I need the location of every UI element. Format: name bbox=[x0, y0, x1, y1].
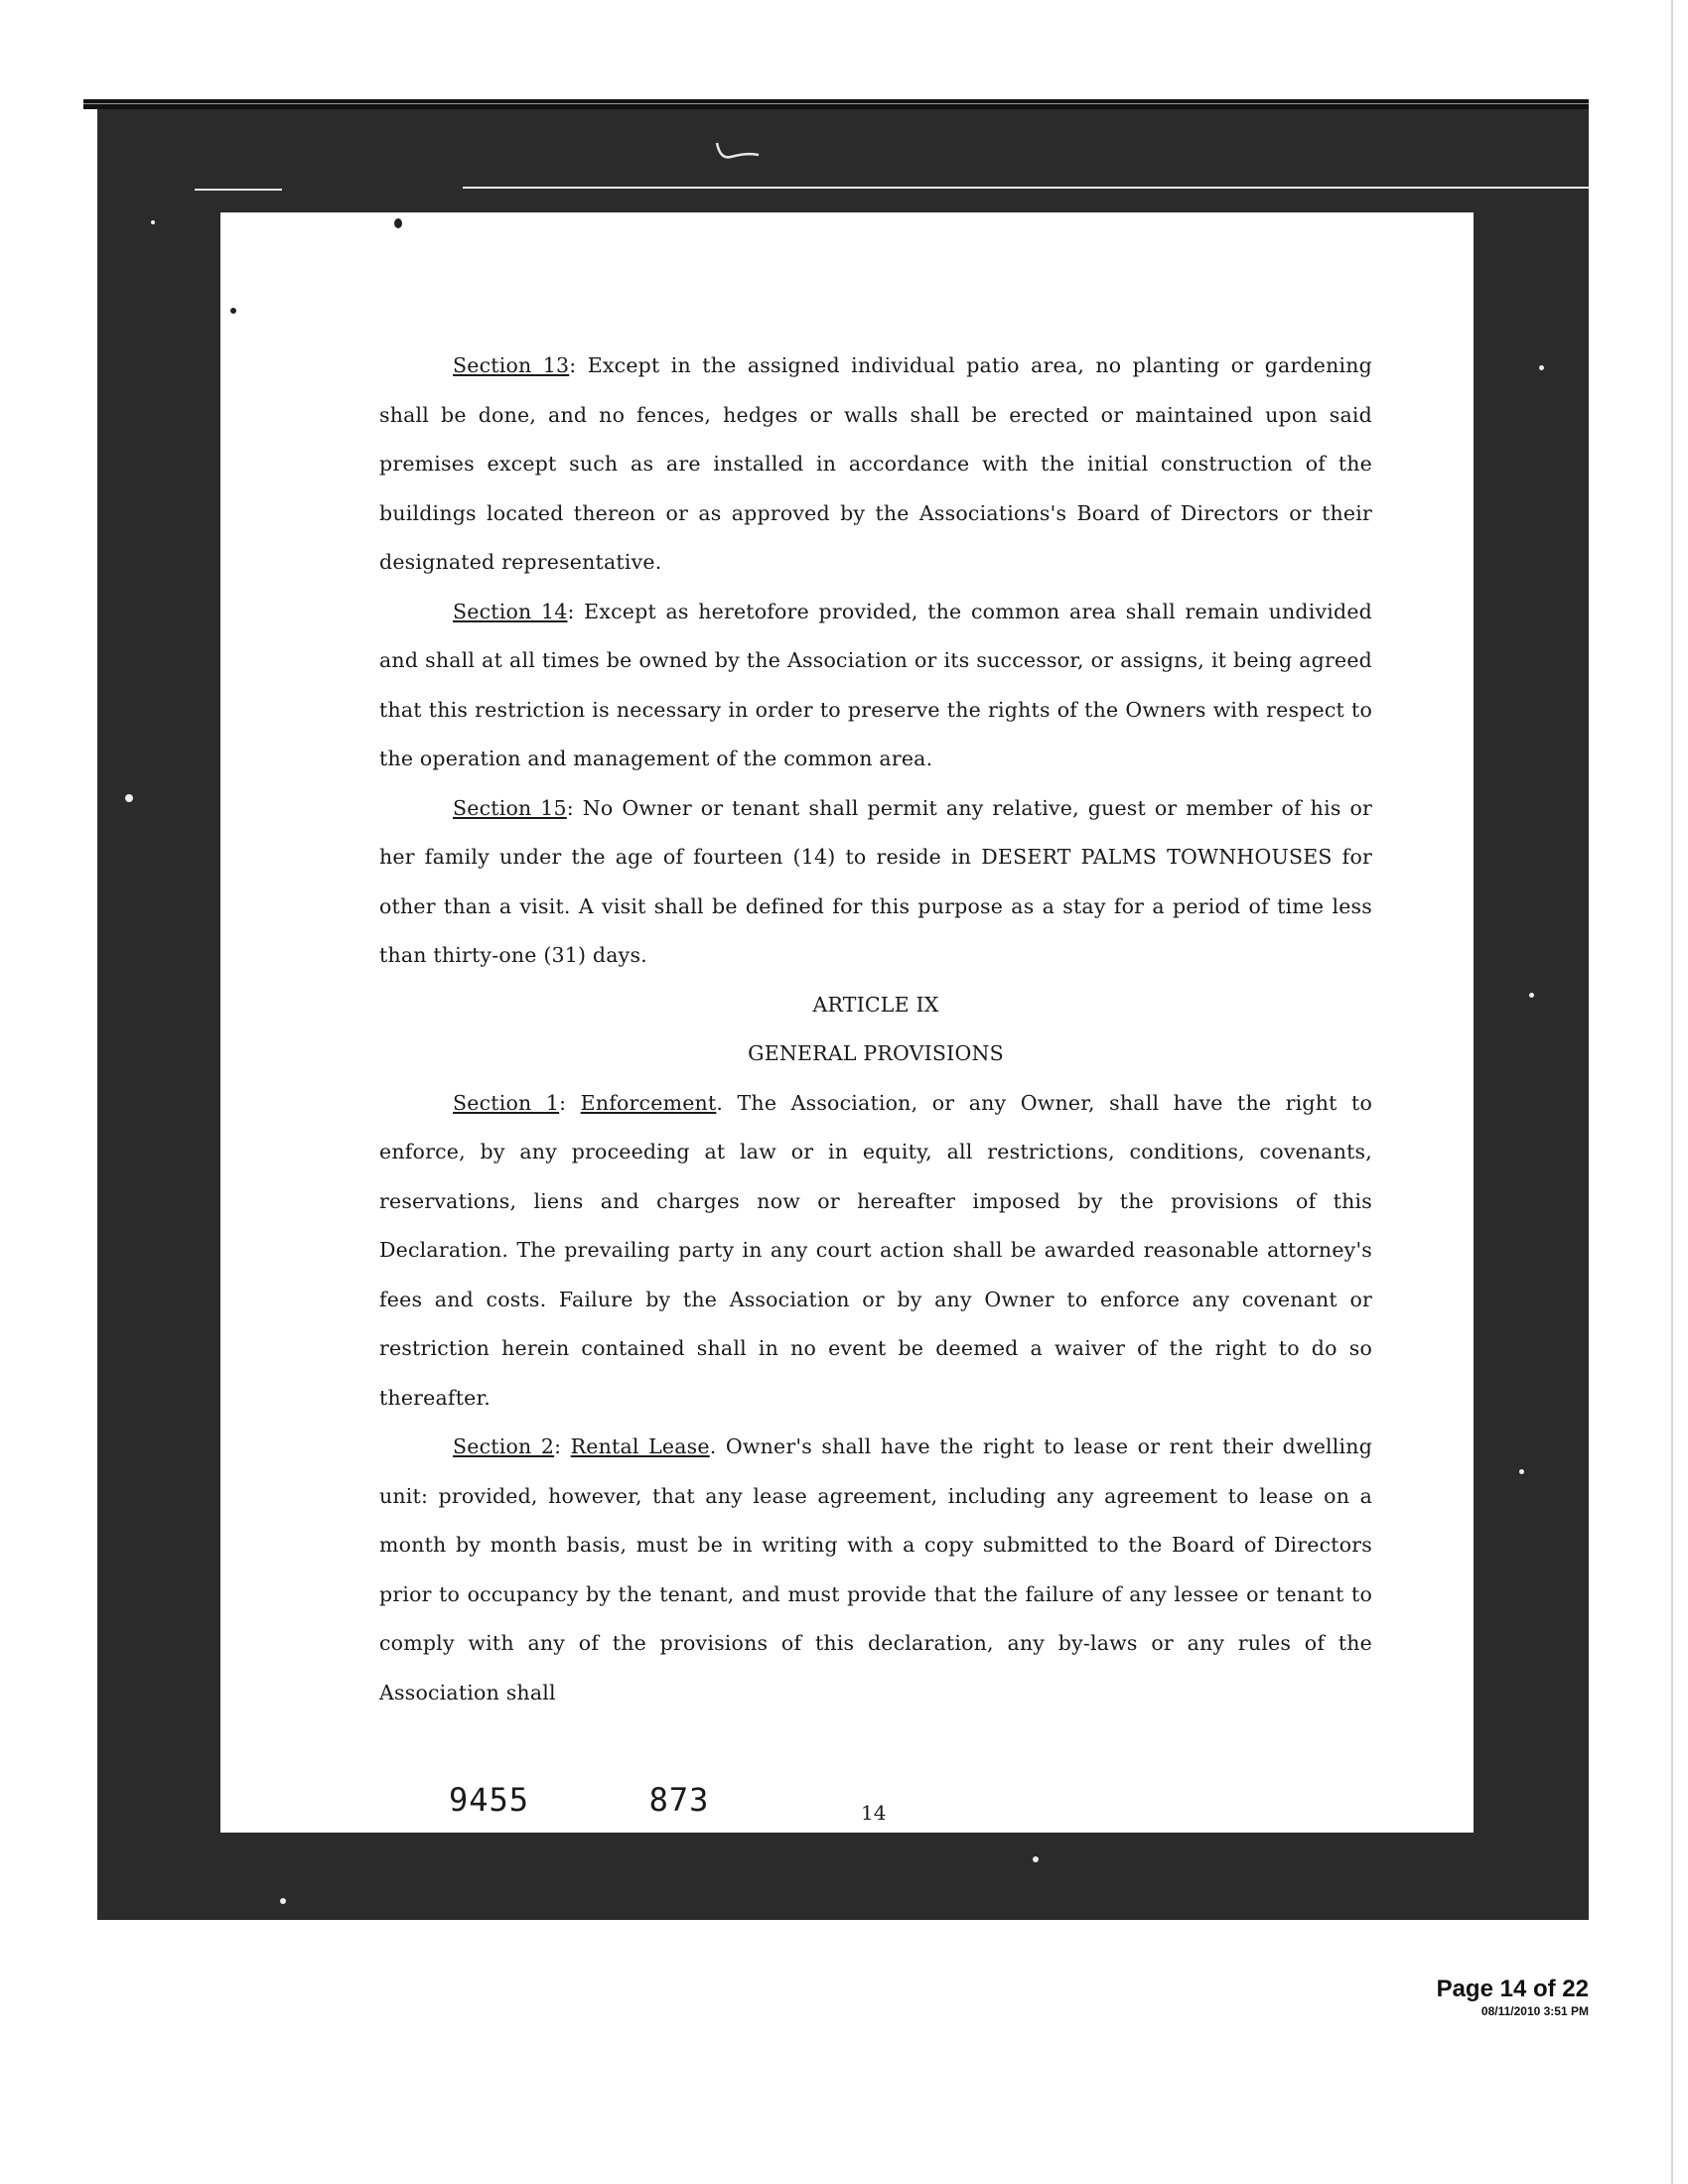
page-counter-label: Page 14 of 22 bbox=[1436, 1976, 1589, 2002]
scan-speck bbox=[125, 794, 133, 802]
scan-speck bbox=[230, 308, 236, 314]
paragraph-rental-lease bbox=[379, 1423, 1372, 1717]
paragraph-text: . Owner's shall have the right to lease or rent their dwelling unit: provided, however, that any lease agreement, including any agreement to lease on a month by month basis, must be in writing with a copy submitted to the Board of Directors prior to occupancy by the tenant, and must provide that the failure of any lessee or tenant to comply with any of the provisions of this declaration, any by-laws or any rules of the Association shall bbox=[379, 1434, 1373, 1705]
scan-speck bbox=[1529, 993, 1534, 998]
section-title: Rental Lease bbox=[570, 1434, 710, 1458]
print-timestamp: 08/11/2010 3:51 PM bbox=[1480, 2004, 1589, 2018]
section-label: Section 14 bbox=[453, 599, 568, 623]
section-separator: : bbox=[554, 1434, 571, 1458]
document-page bbox=[220, 212, 1474, 1833]
scan-speck bbox=[151, 220, 155, 224]
document-page-number: 14 bbox=[861, 1801, 887, 1825]
scan-speck bbox=[1033, 1856, 1039, 1862]
paragraph-text: : Except as heretofore provided, the common area shall remain undivided and shall at all times be owned by the Association or its successor, or assigns, it being agreed that this restriction is necessary in order to preserve the rights of the Owners with respect to the operation and management of the common area. bbox=[379, 599, 1372, 770]
section-separator: : bbox=[559, 1090, 581, 1115]
scan-scratch bbox=[195, 189, 282, 191]
paragraph-enforcement bbox=[379, 1079, 1372, 1424]
scan-top-band bbox=[83, 99, 1589, 109]
recording-numbers bbox=[449, 1781, 709, 1819]
paragraph-section-13 bbox=[379, 341, 1372, 588]
paragraph-section-14 bbox=[379, 588, 1372, 784]
book-number: 9455 bbox=[449, 1781, 530, 1819]
paragraph-text: : Except in the assigned individual patio area, no planting or gardening shall be done, and no fences, hedges or walls shall be erected or maintained upon said premises except such as are installed in accordance with the initial construction of the buildings located thereon or as approved by the Associations's Board of Directors or their designated representative. bbox=[379, 353, 1372, 574]
document-body bbox=[379, 341, 1372, 1717]
article-subtitle: GENERAL PROVISIONS bbox=[748, 1041, 1004, 1065]
section-title: Enforcement bbox=[580, 1090, 717, 1115]
scan-speck bbox=[1539, 365, 1544, 370]
section-label: Section 2 bbox=[453, 1434, 555, 1458]
scan-speck bbox=[394, 218, 402, 228]
section-label: Section 15 bbox=[453, 795, 567, 820]
paragraph-text: . The Association, or any Owner, shall have the right to enforce, by any proceeding at law or in equity, all restrictions, conditions, covenants, reservations, liens and charges now or hereafter imposed by the provisions of this Declaration. The prevailing party in any court action shall be awarded reasonable attorney's fees and costs. Failure by the Association or by any Owner to enforce any covenant or restriction herein contained shall in no event be deemed a waiver of the right to do so thereafter. bbox=[379, 1090, 1373, 1410]
article-title: ARTICLE IX bbox=[812, 992, 939, 1017]
handwritten-mark bbox=[713, 139, 763, 163]
page-edge-line bbox=[1671, 0, 1673, 2184]
scan-scratch bbox=[83, 103, 1589, 104]
paragraph-text: : No Owner or tenant shall permit any relative, guest or member of his or her family under the age of fourteen (14) to reside in DESERT PALMS TOWNHOUSES for other than a visit. A visit shall be defined for this purpose as a stay for a period of time less than thirty-one (31) days. bbox=[379, 795, 1372, 967]
scan-speck bbox=[280, 1898, 286, 1904]
scan-scratch bbox=[463, 187, 1589, 189]
paragraph-section-15 bbox=[379, 784, 1372, 981]
scan-speck bbox=[1519, 1469, 1524, 1474]
page-reference: 873 bbox=[648, 1781, 710, 1819]
section-label: Section 1 bbox=[453, 1090, 560, 1115]
section-label: Section 13 bbox=[453, 353, 570, 377]
viewer-page-counter bbox=[1271, 1976, 1589, 2019]
